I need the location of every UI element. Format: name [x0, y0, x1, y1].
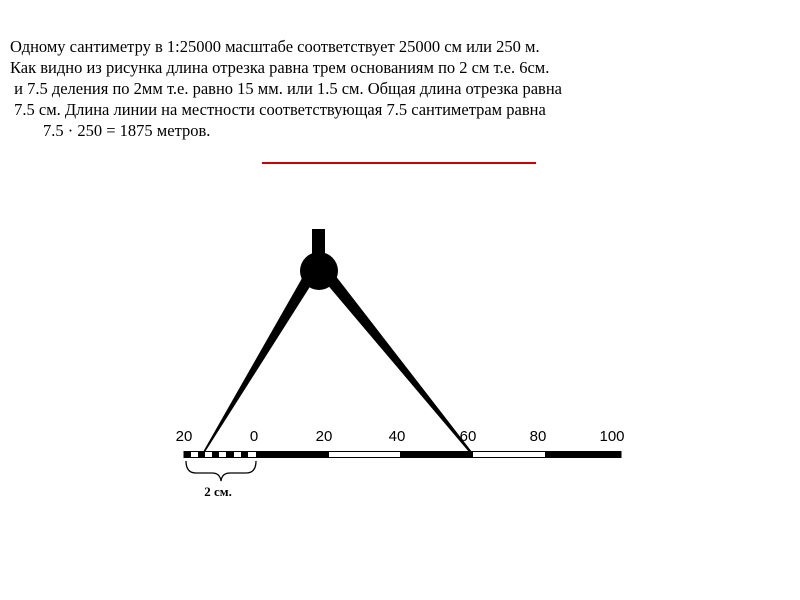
tick-label: 20 — [175, 428, 193, 445]
explanation-line-3: и 7.5 деления по 2мм т.е. равно 15 мм. или 1.5 см. Общая длина отрезка равна — [10, 79, 562, 98]
scale-subdivision — [226, 452, 234, 457]
subdivision-brace — [186, 461, 256, 481]
scale-subdivision — [198, 452, 205, 457]
compass-right-leg — [320, 266, 472, 452]
scale-subdivision — [212, 452, 219, 457]
tick-label: 60 — [459, 428, 477, 445]
tick-label: 40 — [388, 428, 406, 445]
scale-segment — [400, 452, 473, 457]
tick-label: 0 — [249, 428, 259, 445]
scale-segment — [545, 452, 621, 457]
explanation-line-1: Одному сантиметру в 1:25000 масштабе соответствует 25000 см или 250 м. — [10, 37, 540, 56]
scale-bar — [184, 452, 621, 458]
scale-segment — [256, 452, 329, 457]
explanation-line-2: Как видно из рисунка длина отрезка равна трем основаниям по 2 см т.е. 6см. — [10, 58, 550, 77]
tick-label: 80 — [529, 428, 547, 445]
subdivision-label: 2 см. — [204, 484, 232, 499]
compass-left-leg — [203, 266, 318, 452]
compass-hinge — [300, 252, 338, 290]
compass-divider — [203, 229, 472, 452]
scale-subdivision — [184, 452, 191, 457]
scale-subdivision — [241, 452, 248, 457]
explanation-line-4: 7.5 см. Длина линии на местности соответствующая 7.5 сантиметрам равна — [10, 100, 546, 119]
explanation-line-5: 7.5 · 250 = 1875 метров. — [10, 121, 211, 140]
tick-label: 100 — [599, 428, 625, 445]
tick-label: 20 — [315, 428, 333, 445]
